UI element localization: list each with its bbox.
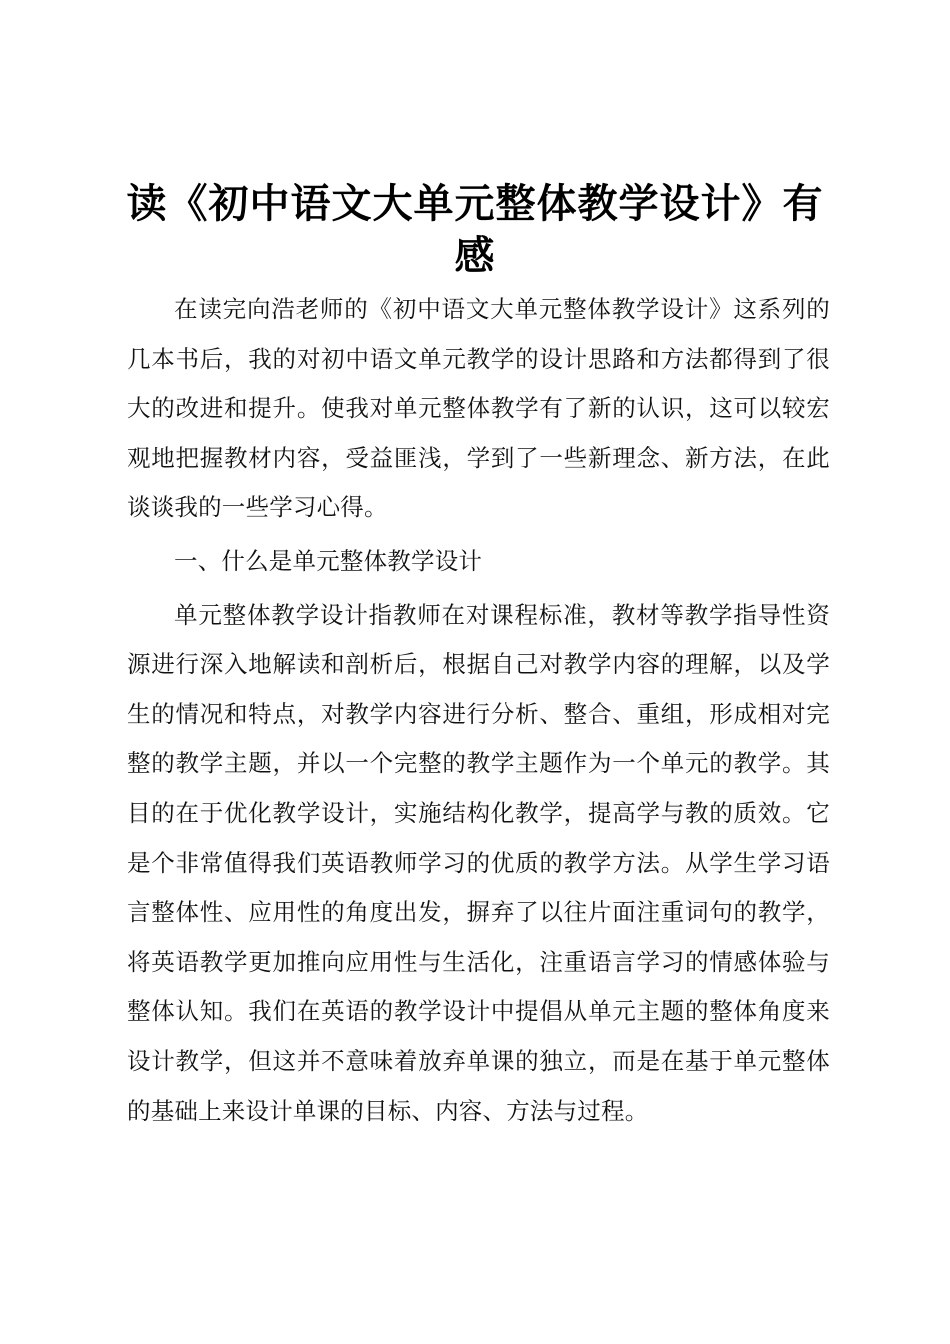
intro-paragraph: 在读完向浩老师的《初中语文大单元整体教学设计》这系列的几本书后，我的对初中语文单元教学的设计思路和方法都得到了很大的改进和提升。使我对单元整体教学有了新的认识，这可以较宏观地把握教材内容，受益匪浅，学到了一些新理念、新方法，在此谈谈我的一些学习心得。 [127,295,830,522]
section-heading: 一、什么是单元整体教学设计 [174,546,483,575]
section-paragraph: 单元整体教学设计指教师在对课程标准，教材等教学指导性资源进行深入地解读和剖析后，根据自己对教学内容的理解，以及学生的情况和特点，对教学内容进行分析、整合、重组，形成相对完整的教学主题，并以一个完整的教学主题作为一个单元的教学。其目的在于优化教学设计，实施结构化教学，提高学与教的质效。它是个非常值得我们英语教师学习的优质的教学方法。从学生学习语言整体性、应用性的角度出发，摒弃了以往片面注重词句的教学，将英语教学更加推向应用性与生活化，注重语言学习的情感体验与整体认知。我们在英语的教学设计中提倡从单元主题的整体角度来设计教学，但这并不意味着放弃单课的独立，而是在基于单元整体的基础上来设计单课的目标、内容、方法与过程。 [127,600,830,1125]
document-body [127,285,830,1136]
document-title: 读《初中语文大单元整体教学设计》有感 [126,181,824,279]
